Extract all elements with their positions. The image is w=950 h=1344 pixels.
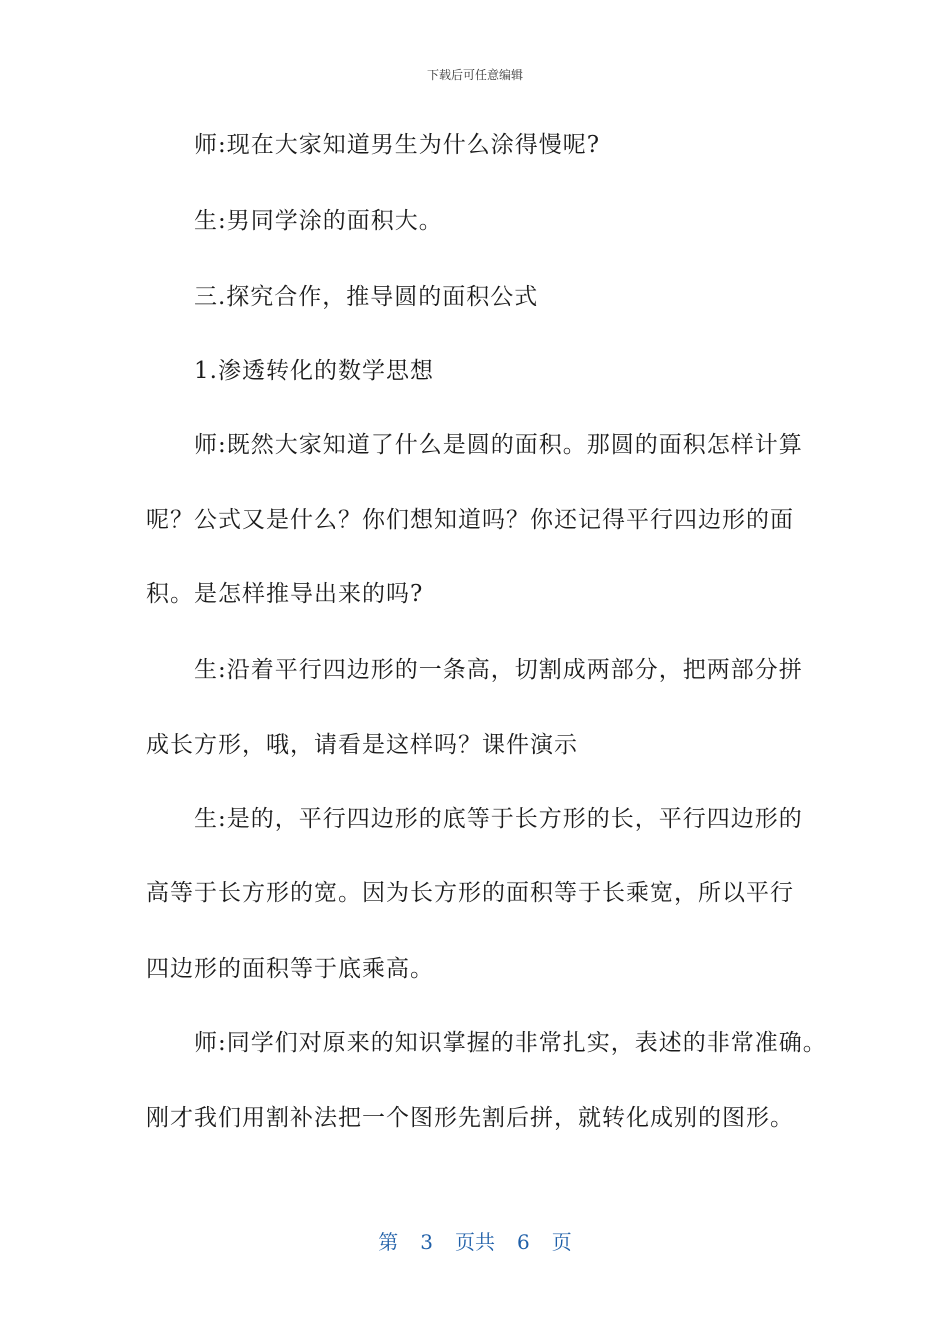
paragraph-line: 生:男同学涂的面积大。	[194, 208, 443, 234]
paragraph-line: 师:既然大家知道了什么是圆的面积。那圆的面积怎样计算	[194, 432, 803, 458]
paragraph-line: 生:沿着平行四边形的一条高，切割成两部分，把两部分拼	[194, 657, 803, 683]
page-footer	[0, 1226, 950, 1255]
paragraph-line: 积。是怎样推导出来的吗?	[146, 581, 424, 607]
paragraph-line: 1.渗透转化的数学思想	[194, 358, 434, 384]
paragraph-line: 刚才我们用割补法把一个图形先割后拼，就转化成别的图形。	[146, 1105, 794, 1131]
paragraph-line: 生:是的，平行四边形的底等于长方形的长，平行四边形的	[194, 806, 803, 832]
footer-prefix: 第	[378, 1230, 399, 1254]
paragraph-line: 三.探究合作，推导圆的面积公式	[194, 284, 539, 310]
paragraph-line: 高等于长方形的宽。因为长方形的面积等于长乘宽，所以平行	[146, 880, 794, 906]
current-page-number: 3	[420, 1230, 433, 1254]
paragraph-line: 师:同学们对原来的知识掌握的非常扎实，表述的非常准确。	[194, 1030, 827, 1056]
page-header: 下载后可任意编辑	[426, 68, 523, 82]
footer-middle: 页共	[455, 1230, 495, 1254]
footer-suffix: 页	[551, 1230, 572, 1254]
paragraph-line: 师:现在大家知道男生为什么涂得慢呢?	[194, 132, 601, 158]
total-pages-number: 6	[517, 1230, 530, 1254]
paragraph-line: 四边形的面积等于底乘高。	[146, 956, 434, 982]
paragraph-line: 成长方形，哦，请看是这样吗？课件演示	[146, 732, 578, 758]
paragraph-line: 呢？公式又是什么？你们想知道吗？你还记得平行四边形的面	[146, 507, 794, 533]
